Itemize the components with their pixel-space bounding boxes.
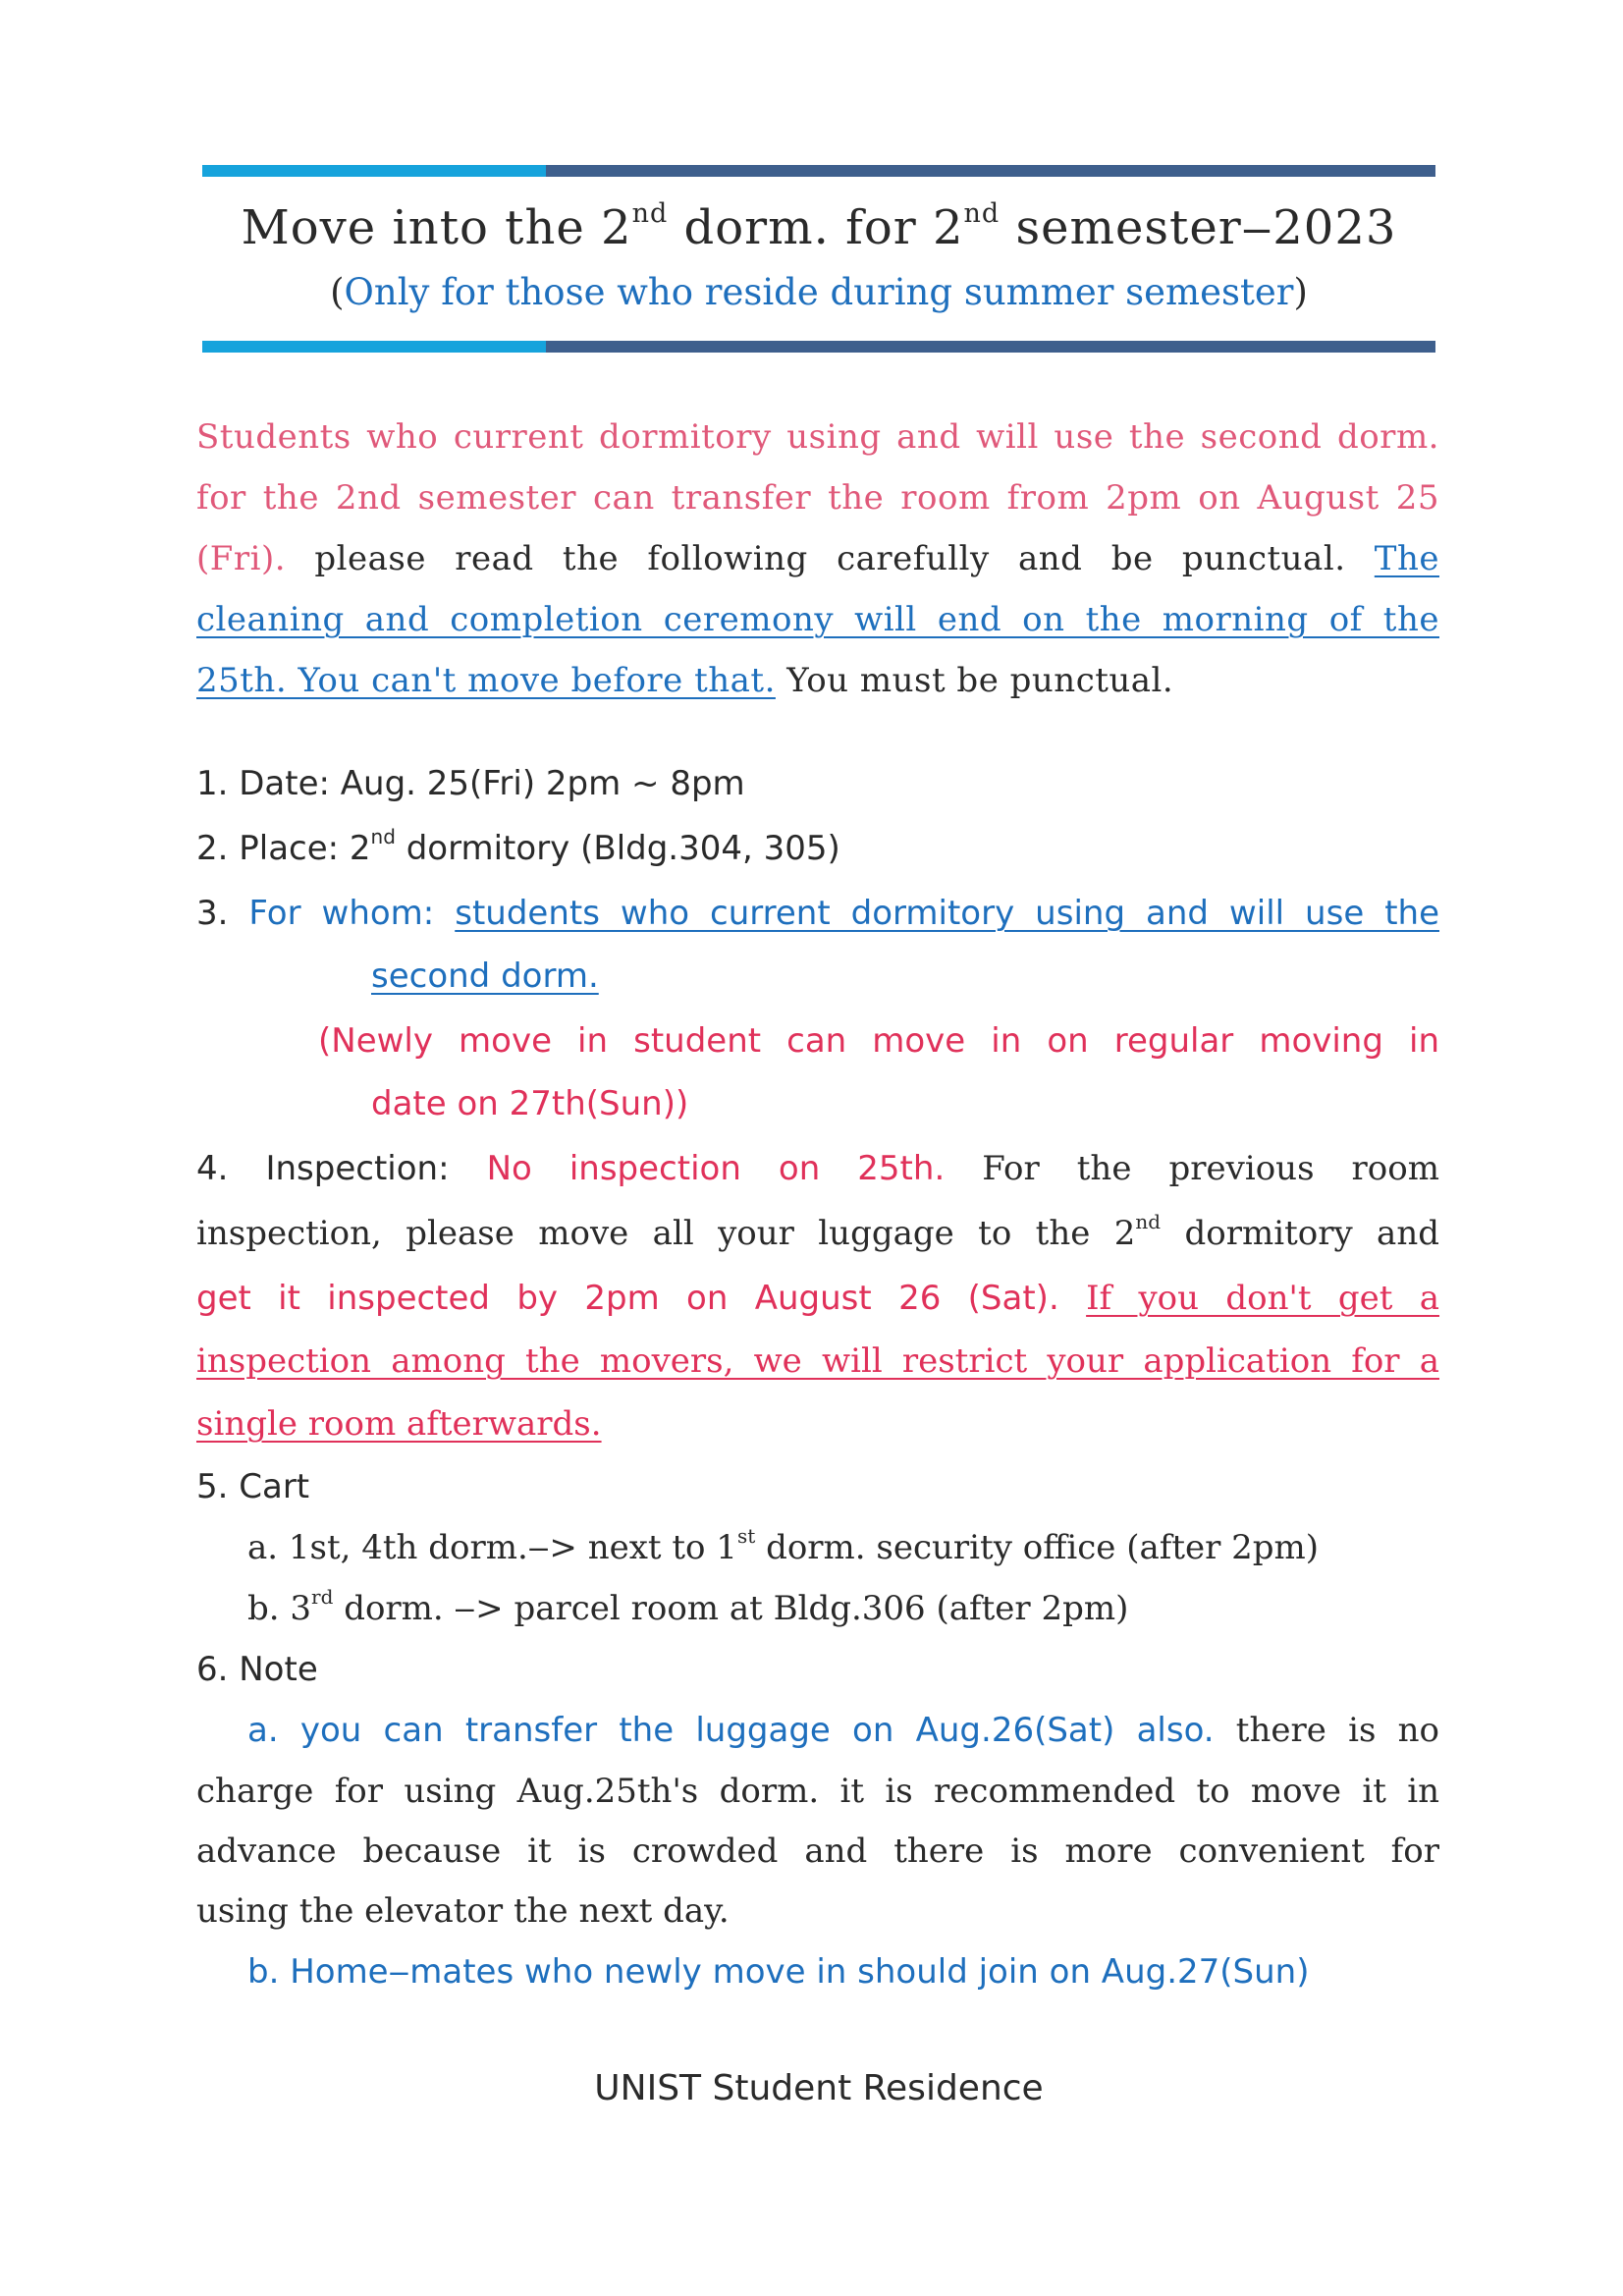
header-bottom-bar-dark	[546, 341, 1435, 353]
intro-paragraph	[196, 407, 1439, 711]
page-subtitle: (Only for those who reside during summer semester)	[330, 271, 1308, 313]
header-top-bar-dark	[546, 165, 1435, 177]
intro-line-3: (Fri). please read the following carefully and be punctual. The	[196, 539, 1439, 578]
item-inspection: 4. Inspection: No inspection on 25th. For the previous room	[196, 1149, 1439, 1188]
item-note-a: a. you can transfer the luggage on Aug.26(Sat) also. there is no	[247, 1711, 1439, 1750]
item-cart-a: a. 1st, 4th dorm.‒> next to 1st dorm. security office (after 2pm)	[247, 1524, 1320, 1567]
intro-line-2: for the 2nd semester can transfer the room from 2pm on August 25	[196, 478, 1439, 518]
intro-line-1: Students who current dormitory using and will use the second dorm.	[196, 417, 1439, 457]
footer-signature: UNIST Student Residence	[594, 2068, 1044, 2108]
item-cart-b: b. 3rd dorm. ‒> parcel room at Bldg.306 (after 2pm)	[247, 1585, 1129, 1628]
item-for-whom-note-cont: date on 27th(Sun))	[371, 1084, 689, 1123]
header-bottom-bar	[202, 341, 1435, 353]
item-for-whom-note: (Newly move in student can move in on regular moving in	[318, 1021, 1439, 1061]
item-date: 1. Date: Aug. 25(Fri) 2pm ~ 8pm	[196, 764, 745, 803]
item-for-whom: 3. For whom: students who current dormitory using and will use the	[196, 894, 1440, 933]
item-note-a-line-2: charge for using Aug.25th's dorm. it is recommended to move it in	[196, 1772, 1439, 1811]
header-top-bar-light	[202, 165, 546, 177]
header-bottom-bar-light	[202, 341, 546, 353]
item-note-a-line-4: using the elevator the next day.	[196, 1891, 730, 1931]
item-inspection-line-4: inspection among the movers, we will restrict your application for a	[196, 1341, 1439, 1381]
item-cart: 5. Cart	[196, 1467, 310, 1506]
item-note-b: b. Home‒mates who newly move in should join on Aug.27(Sun)	[247, 1952, 1310, 1992]
header-top-bar	[202, 165, 1435, 177]
intro-line-5: 25th. You can't move before that. You must be punctual.	[196, 661, 1174, 700]
item-place: 2. Place: 2nd dormitory (Bldg.304, 305)	[196, 825, 840, 868]
item-for-whom-cont: second dorm.	[371, 957, 599, 996]
item-note-a-line-3: advance because it is crowded and there is more convenient for	[196, 1831, 1439, 1871]
item-inspection-line-3: get it inspected by 2pm on August 26 (Sat). If you don't get a	[196, 1279, 1440, 1318]
item-note: 6. Note	[196, 1650, 318, 1689]
intro-line-4: cleaning and completion ceremony will end on the morning of the	[196, 600, 1439, 639]
item-inspection-line-2: inspection, please move all your luggage to the 2nd dormitory and	[196, 1210, 1439, 1253]
item-inspection-line-5: single room afterwards.	[196, 1404, 602, 1444]
page-title: Move into the 2nd dorm. for 2nd semester‒2023	[241, 198, 1397, 255]
